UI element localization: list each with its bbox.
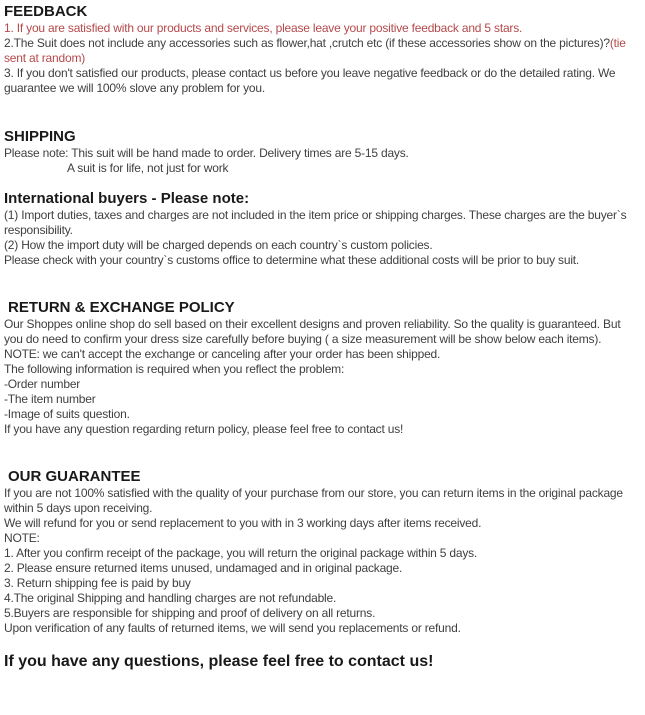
feedback-point-2-note: (tie sent at random) bbox=[4, 36, 626, 65]
guarantee-point: 5.Buyers are responsible for shipping and proof of delivery on all returns. bbox=[4, 606, 376, 620]
section-international-buyers bbox=[4, 189, 641, 268]
return-policy-required-item: -The item number bbox=[4, 392, 96, 406]
international-buyers-heading: International buyers - Please note: bbox=[4, 190, 250, 207]
guarantee-point: 4.The original Shipping and handling charges are not refundable. bbox=[4, 591, 337, 605]
contact-us-line: If you have any questions, please feel free to contact us! bbox=[4, 653, 434, 670]
section-feedback bbox=[4, 2, 641, 96]
guarantee-point: 2. Please ensure returned items unused, undamaged and in original package. bbox=[4, 561, 403, 575]
guarantee-closing: Upon verification of any faults of returned items, we will send you replacements or refund. bbox=[4, 621, 461, 635]
return-policy-required-intro: The following information is required when you reflect the problem: bbox=[4, 362, 345, 376]
shipping-note: Please note: This suit will be hand made to order. Delivery times are 5-15 days. bbox=[4, 146, 409, 160]
return-policy-outro: If you have any question regarding return policy, please feel free to contact us! bbox=[4, 422, 404, 436]
feedback-point-2 bbox=[4, 36, 641, 66]
return-policy-intro: Our Shoppes online shop do sell based on their excellent designs and proven reliability. So the quality is guaranteed. But you do need to confirm your dress size carefully before buying ( a size measurement will be show below each items). bbox=[4, 317, 621, 346]
feedback-point-2-text: 2.The Suit does not include any accessories such as flower,hat ,crutch etc (if these accessories show on the pictures)? bbox=[4, 36, 610, 50]
return-policy-required-item: -Order number bbox=[4, 377, 81, 391]
guarantee-point: 1. After you confirm receipt of the package, you will return the original package within 5 days. bbox=[4, 546, 478, 560]
international-point-1: (1) Import duties, taxes and charges are not included in the item price or shipping charges. These charges are the buyer`s responsibility. bbox=[4, 208, 627, 237]
international-point-3: Please check with your country`s customs office to determine what these additional costs will be prior to buy suit. bbox=[4, 253, 580, 267]
return-policy-heading: RETURN & EXCHANGE POLICY bbox=[8, 299, 235, 316]
guarantee-heading: OUR GUARANTEE bbox=[8, 468, 141, 485]
return-policy-note: NOTE: we can't accept the exchange or canceling after your order has been shipped. bbox=[4, 347, 441, 361]
guarantee-note-label: NOTE: bbox=[4, 531, 40, 545]
section-our-guarantee bbox=[4, 467, 641, 636]
guarantee-intro-1: If you are not 100% satisfied with the quality of your purchase from our store, you can return items in the original package within 5 days upon receiving. bbox=[4, 486, 623, 515]
shipping-heading: SHIPPING bbox=[4, 128, 76, 145]
section-return-exchange-policy bbox=[4, 298, 641, 437]
feedback-point-3: 3. If you don't satisfied our products, please contact us before you leave negative feedback or do the detailed rating. We guarantee we will 100% slove any problem for you. bbox=[4, 66, 616, 95]
shipping-slogan: A suit is for life, not just for work bbox=[67, 161, 229, 175]
feedback-point-1: 1. If you are satisfied with our products and services, please leave your positive feedback and 5 stars. bbox=[4, 21, 523, 35]
international-point-2: (2) How the import duty will be charged depends on each country`s custom policies. bbox=[4, 238, 433, 252]
return-policy-required-item: -Image of suits question. bbox=[4, 407, 130, 421]
section-shipping bbox=[4, 127, 641, 176]
guarantee-point: 3. Return shipping fee is paid by buy bbox=[4, 576, 191, 590]
guarantee-intro-2: We will refund for you or send replacement to you with in 3 working days after items received. bbox=[4, 516, 482, 530]
feedback-heading: FEEDBACK bbox=[4, 3, 88, 20]
